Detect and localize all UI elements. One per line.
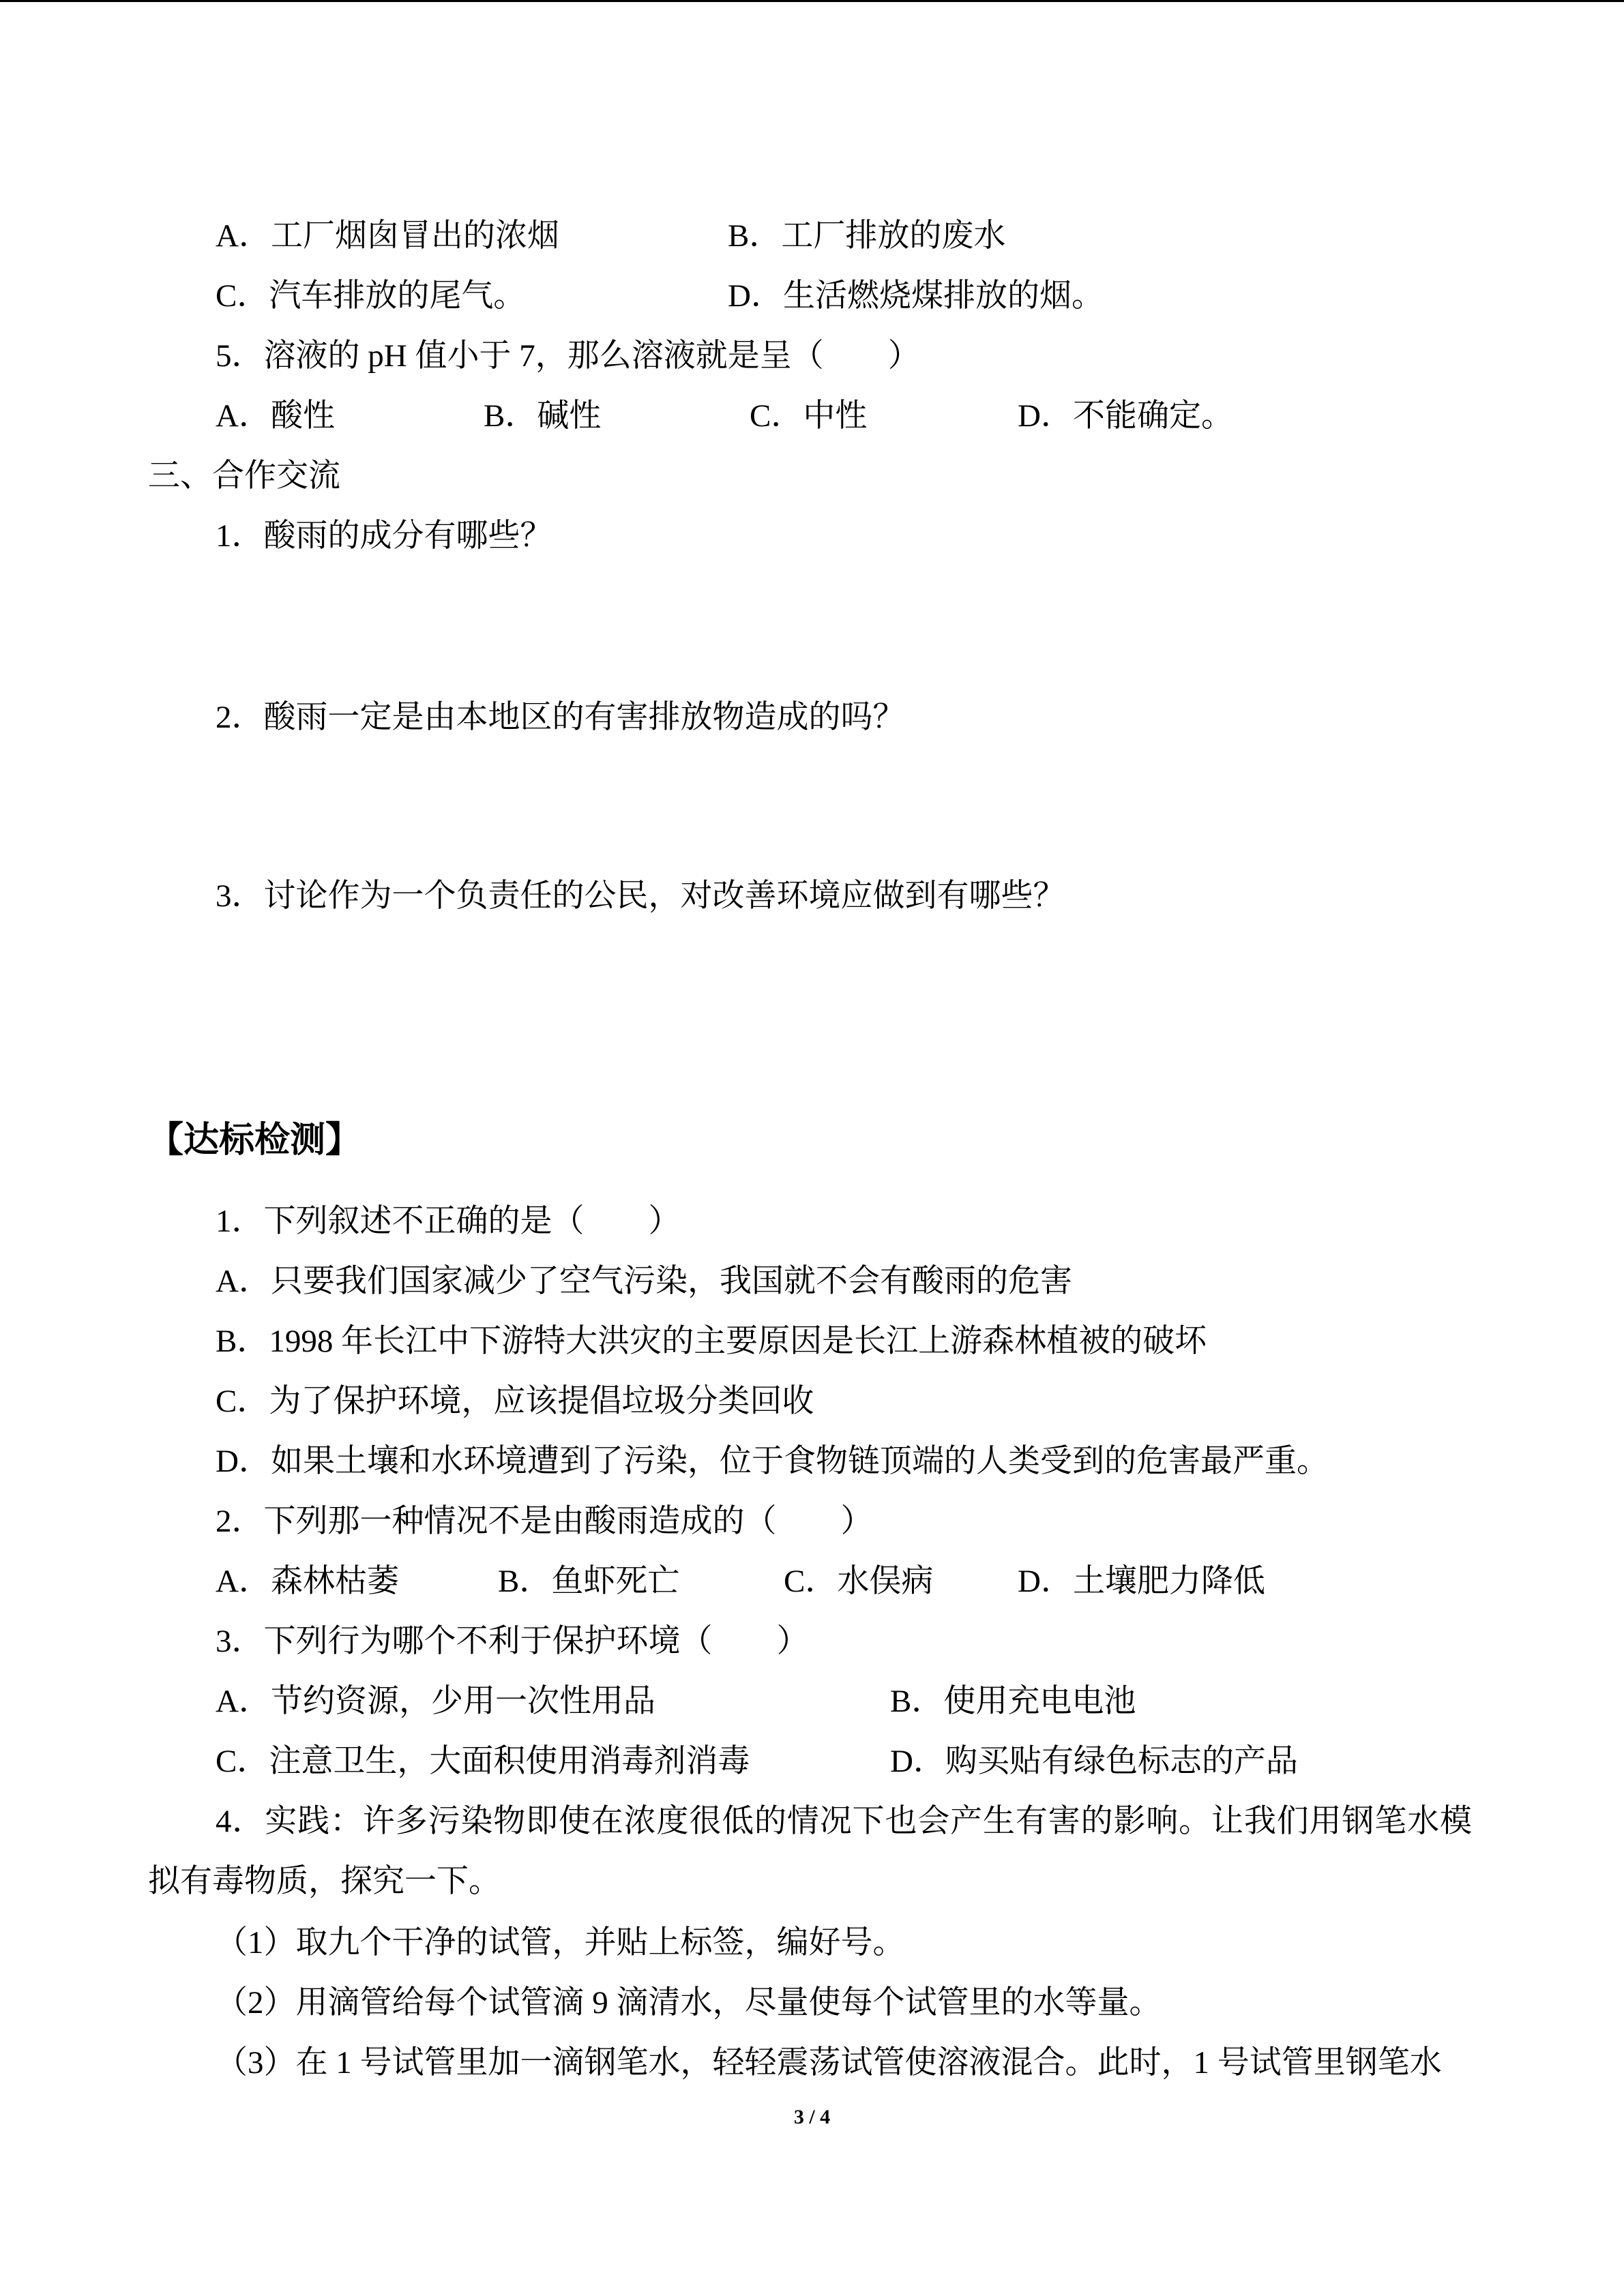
- prev-q5-stem: 5．溶液的 pH 值小于 7，那么溶液就是呈（ ）: [216, 338, 920, 374]
- assessment-q4-stem-line-2: 拟有毒物质，探究一下。: [148, 1864, 501, 1899]
- assessment-q2-stem: 2．下列那一种情况不是由酸雨造成的（ ）: [216, 1504, 873, 1539]
- page-top-border: [0, 0, 1624, 2]
- assessment-q1-stem: 1．下列叙述不正确的是（ ）: [216, 1204, 681, 1239]
- assessment-q2-option-c: C．水俣病: [784, 1564, 934, 1599]
- assessment-q3-option-c: C．注意卫生，大面积使用消毒剂消毒: [216, 1744, 750, 1779]
- assessment-heading: 【达标检测】: [148, 1121, 361, 1160]
- cooperation-heading: 三、合作交流: [148, 458, 340, 494]
- assessment-q1-option-a: A．只要我们国家减少了空气污染，我国就不会有酸雨的危害: [216, 1264, 1072, 1299]
- assessment-q4-step-2: （2）用滴管给每个试管滴 9 滴清水，尽量使每个试管里的水等量。: [216, 1985, 1162, 2021]
- cooperation-question-1: 1．酸雨的成分有哪些？: [216, 518, 552, 554]
- prev-q4-option-d: D．生活燃烧煤排放的烟。: [728, 278, 1104, 314]
- assessment-q3-option-b: B．使用充电电池: [890, 1684, 1136, 1719]
- assessment-q3-option-a: A．节约资源，少用一次性用品: [216, 1684, 655, 1719]
- assessment-q2-option-b: B．鱼虾死亡: [498, 1564, 680, 1599]
- prev-q4-option-a: A．工厂烟囱冒出的浓烟: [216, 218, 559, 254]
- assessment-q1-option-b: B．1998 年长江中下游特大洪灾的主要原因是长江上游森林植被的破坏: [216, 1324, 1207, 1359]
- prev-q5-option-d: D．不能确定。: [1018, 398, 1233, 434]
- prev-q5-option-b: B．碱性: [484, 398, 602, 434]
- assessment-q2-option-d: D．土壤肥力降低: [1018, 1564, 1265, 1599]
- cooperation-question-2: 2．酸雨一定是由本地区的有害排放物造成的吗？: [216, 700, 905, 735]
- assessment-q3-option-d: D．购买贴有绿色标志的产品: [890, 1744, 1298, 1779]
- assessment-q4-step-3: （3）在 1 号试管里加一滴钢笔水，轻轻震荡试管使溶液混合。此时，1 号试管里钢笔水: [216, 2045, 1442, 2081]
- prev-q4-option-b: B．工厂排放的废水: [728, 218, 1006, 254]
- assessment-q2-option-a: A．森林枯萎: [216, 1564, 399, 1599]
- assessment-q3-stem: 3．下列行为哪个不利于保护环境（ ）: [216, 1624, 809, 1659]
- assessment-q4-stem-line-1: 4．实践：许多污染物即使在浓度很低的情况下也会产生有害的影响。让我们用钢笔水模: [216, 1804, 1472, 1839]
- cooperation-question-3: 3．讨论作为一个负责任的公民，对改善环境应做到有哪些？: [216, 878, 1065, 914]
- assessment-q4-step-1: （1）取九个干净的试管，并贴上标签，编好号。: [216, 1925, 905, 1960]
- prev-q5-option-c: C．中性: [750, 398, 868, 434]
- assessment-q1-option-c: C．为了保护环境，应该提倡垃圾分类回收: [216, 1384, 814, 1419]
- prev-q4-option-c: C．汽车排放的尾气。: [216, 278, 526, 314]
- prev-q5-option-a: A．酸性: [216, 398, 335, 434]
- assessment-q1-option-d: D．如果土壤和水环境遭到了污染，位于食物链顶端的人类受到的危害最严重。: [216, 1444, 1329, 1479]
- page-number: 3 / 4: [793, 2106, 831, 2128]
